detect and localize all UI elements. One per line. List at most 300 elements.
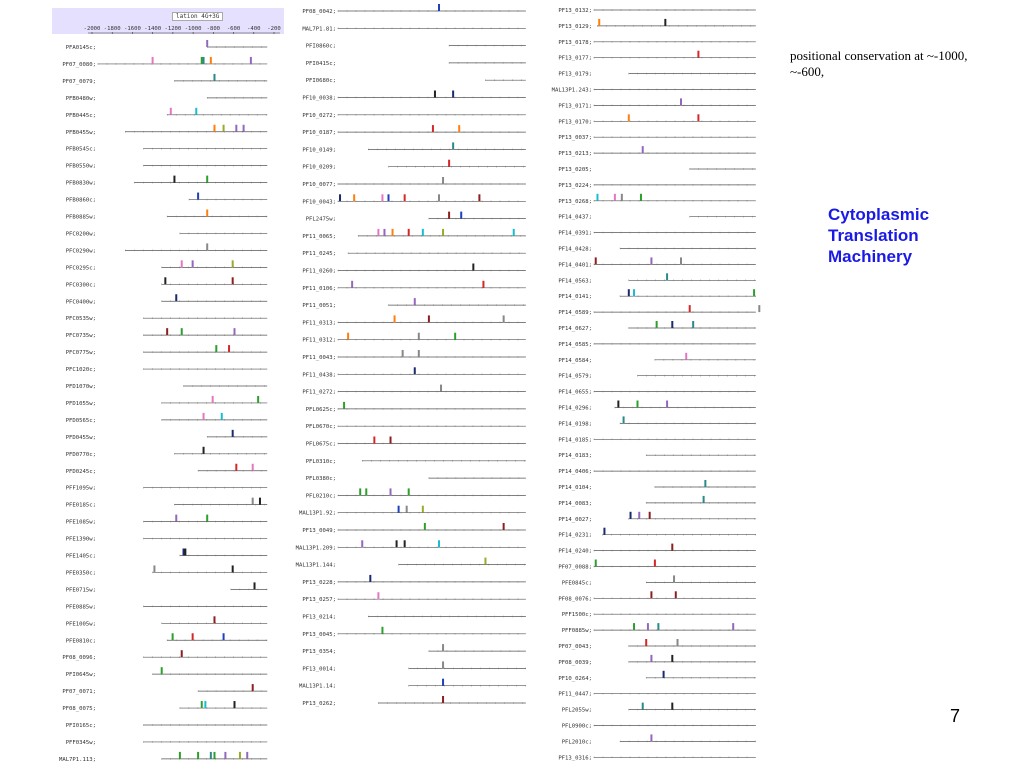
gene-row xyxy=(558,692,756,698)
motif-mark xyxy=(213,616,215,623)
gene-row xyxy=(302,575,526,586)
gene-row xyxy=(66,549,268,560)
gene-label: PFE0845c; xyxy=(561,580,592,587)
gene-row xyxy=(66,260,268,271)
gene-row xyxy=(306,212,526,223)
gene-label: PF13_0132; xyxy=(558,8,592,14)
motif-mark xyxy=(637,401,639,408)
gene-label: PF11_0043; xyxy=(302,355,336,361)
gene-label: PF11_0313; xyxy=(302,320,336,327)
gene-row xyxy=(306,437,526,448)
motif-mark xyxy=(213,74,215,81)
axis-tick-label: -600 xyxy=(226,26,241,32)
gene-label: PF10_0077; xyxy=(302,182,336,188)
gene-row xyxy=(558,544,756,555)
gene-row xyxy=(562,734,756,745)
motif-mark xyxy=(758,305,760,312)
gene-label: PFB0480w; xyxy=(65,95,96,102)
motif-mark xyxy=(206,176,208,183)
gene-label: PFD0245c; xyxy=(65,468,96,475)
gene-label: PFE0810c; xyxy=(65,638,96,645)
gene-row xyxy=(66,108,268,119)
gene-row xyxy=(66,396,268,407)
motif-mark xyxy=(442,679,444,686)
motif-mark xyxy=(246,752,248,759)
motif-mark xyxy=(184,549,186,556)
gene-row xyxy=(302,523,526,534)
gene-label: PFI0645w; xyxy=(65,672,96,679)
gene-label: PFE1005w; xyxy=(65,621,96,628)
gene-label: PF13_0213; xyxy=(558,151,592,158)
motif-mark xyxy=(642,703,644,710)
motif-mark xyxy=(351,281,353,288)
motif-mark xyxy=(234,328,236,335)
gene-row xyxy=(66,447,268,458)
motif-mark xyxy=(206,40,208,47)
gene-label: PF11_0065; xyxy=(302,233,336,240)
motif-mark xyxy=(503,523,505,530)
motif-mark xyxy=(232,430,234,437)
axis-tick-label: -800 xyxy=(206,26,221,32)
motif-mark xyxy=(650,655,652,662)
motif-mark xyxy=(630,512,632,519)
gene-label: PF14_0627; xyxy=(558,326,592,332)
motif-mark xyxy=(418,350,420,357)
gene-row xyxy=(62,74,267,85)
gene-label: PF13_0205; xyxy=(558,167,592,173)
motif-mark xyxy=(161,667,163,674)
gene-row xyxy=(302,696,526,707)
motif-mark xyxy=(221,413,223,420)
gene-label: PF13_0179; xyxy=(558,71,592,78)
motif-mark xyxy=(408,229,410,236)
gene-label: PF14_0589; xyxy=(558,310,592,317)
motif-mark xyxy=(243,125,245,132)
motif-mark xyxy=(228,345,230,352)
gene-row xyxy=(558,469,756,475)
axis-tick-label: -1600 xyxy=(124,26,141,32)
gene-label: MAL13P1.14; xyxy=(298,683,336,690)
gene-row xyxy=(306,476,526,482)
gene-label: PF13_0014; xyxy=(302,666,336,673)
gene-row xyxy=(558,437,756,443)
gene-row xyxy=(558,496,756,507)
gene-label: PFF1500c; xyxy=(561,612,592,619)
motif-mark xyxy=(424,523,426,530)
gene-label: PF11_0272; xyxy=(302,389,336,396)
motif-mark xyxy=(438,4,440,11)
gene-row xyxy=(296,558,526,569)
gene-row xyxy=(302,350,526,361)
motif-mark xyxy=(671,703,673,710)
motif-mark xyxy=(175,515,177,522)
gene-row xyxy=(306,78,526,84)
gene-label: PF14_0198; xyxy=(558,421,592,428)
gene-row xyxy=(562,724,756,730)
gene-row xyxy=(66,537,268,543)
gene-column-3 xyxy=(546,0,772,768)
motif-mark xyxy=(377,229,379,236)
gene-row xyxy=(66,243,268,254)
gene-row xyxy=(306,61,526,67)
gene-row xyxy=(552,88,756,94)
gene-label: PF14_0428; xyxy=(558,246,592,253)
gene-row xyxy=(302,125,526,136)
gene-row xyxy=(306,44,526,50)
gene-label: PF14_0083; xyxy=(558,500,592,507)
motif-mark xyxy=(663,671,665,678)
gene-row xyxy=(302,26,526,32)
gene-label: PF13_0171; xyxy=(558,103,592,110)
motif-mark xyxy=(440,385,442,392)
motif-mark xyxy=(254,582,256,589)
gene-row xyxy=(62,684,267,695)
motif-mark xyxy=(232,260,234,267)
gene-label: PF10_0264; xyxy=(558,675,592,682)
conservation-note: positional conservation at ~-1000, ~-600, xyxy=(790,48,968,79)
gene-row xyxy=(306,424,526,430)
motif-mark xyxy=(201,57,203,64)
axis-tick-label: -1000 xyxy=(184,26,202,32)
motif-mark xyxy=(442,644,444,651)
gene-row xyxy=(302,367,526,378)
gene-label: PF11_0447; xyxy=(558,691,592,698)
gene-row xyxy=(66,193,268,204)
gene-row xyxy=(558,390,756,396)
gene-label: PF13_0177; xyxy=(558,55,592,62)
gene-row xyxy=(558,755,756,761)
slide-title-line-3: Machinery xyxy=(828,247,913,266)
gene-label: PF13_0228; xyxy=(302,579,336,586)
motif-mark xyxy=(183,549,185,556)
motif-mark xyxy=(697,114,699,121)
gene-row xyxy=(558,416,756,427)
motif-mark xyxy=(638,512,640,519)
gene-row xyxy=(66,294,268,305)
motif-mark xyxy=(210,57,212,64)
motif-mark xyxy=(383,229,385,236)
gene-label: PF14_0027; xyxy=(558,516,592,523)
gene-row xyxy=(558,215,756,221)
motif-mark xyxy=(402,350,404,357)
axis-tick-label: -1400 xyxy=(144,26,162,32)
gene-label: PF10_0043; xyxy=(302,199,336,206)
gene-label: PF13_0214; xyxy=(302,614,336,621)
gene-label: PF10_0272; xyxy=(302,112,336,119)
gene-label: MAL7P1.113; xyxy=(58,756,96,763)
gene-label: PFA0145c; xyxy=(65,45,96,51)
gene-label: PF14_0240; xyxy=(558,548,592,555)
gene-row xyxy=(306,459,526,465)
motif-mark xyxy=(680,257,682,264)
gene-row xyxy=(558,72,756,78)
motif-mark xyxy=(732,623,734,630)
motif-mark xyxy=(650,591,652,598)
motif-mark xyxy=(442,661,444,668)
motif-mark xyxy=(460,212,462,219)
motif-mark xyxy=(654,560,656,567)
motif-mark xyxy=(361,540,363,547)
gene-label: PF11_0260; xyxy=(302,268,336,275)
motif-mark xyxy=(689,305,691,312)
motif-mark xyxy=(181,650,183,657)
gene-label: PFE0185c; xyxy=(65,502,96,509)
gene-label: PFD0770c; xyxy=(65,451,96,458)
gene-label: PFC0400w; xyxy=(65,299,96,306)
motif-mark xyxy=(353,194,355,201)
gene-label: PFB0830w; xyxy=(65,180,96,187)
gene-row xyxy=(558,19,756,30)
gene-column-2 xyxy=(286,0,544,768)
motif-mark xyxy=(703,496,705,503)
gene-row xyxy=(66,210,268,221)
motif-mark xyxy=(595,560,597,567)
motif-mark xyxy=(623,416,625,423)
motif-mark xyxy=(381,627,383,634)
gene-row xyxy=(66,616,268,627)
motif-mark xyxy=(666,273,668,280)
gene-label: PFL2010c; xyxy=(561,739,592,746)
motif-mark xyxy=(404,194,406,201)
axis-tick-label: -1200 xyxy=(164,26,182,32)
gene-label: PF13_0257; xyxy=(302,597,336,604)
motif-mark xyxy=(192,633,194,640)
motif-mark xyxy=(343,402,345,409)
gene-label: PFB0550w; xyxy=(65,163,96,170)
gene-label: PFD0455w; xyxy=(65,434,96,441)
gene-label: PFL0310c; xyxy=(305,458,336,465)
motif-mark xyxy=(369,575,371,582)
motif-mark xyxy=(649,512,651,519)
motif-mark xyxy=(666,401,668,408)
motif-mark xyxy=(442,177,444,184)
gene-row xyxy=(302,281,526,292)
motif-mark xyxy=(484,558,486,565)
gene-row xyxy=(302,627,526,638)
gene-row xyxy=(299,506,526,517)
motif-mark xyxy=(152,57,154,64)
page-number: 7 xyxy=(950,706,961,726)
gene-row xyxy=(62,650,267,661)
gene-label: PF10_0187; xyxy=(302,130,336,137)
gene-row xyxy=(562,623,756,634)
gene-label: PFB0445c; xyxy=(65,112,96,119)
gene-label: PFD1070w; xyxy=(65,384,96,390)
motif-mark xyxy=(650,734,652,741)
gene-label: PFL0670c; xyxy=(305,424,336,431)
motif-mark xyxy=(170,108,172,115)
motif-mark xyxy=(657,623,659,630)
motif-mark xyxy=(223,633,225,640)
motif-mark xyxy=(414,367,416,374)
gene-row xyxy=(558,257,756,268)
motif-mark xyxy=(458,125,460,132)
gene-row xyxy=(66,430,268,441)
motif-mark xyxy=(418,333,420,340)
motif-mark xyxy=(392,229,394,236)
motif-mark xyxy=(181,260,183,267)
gene-row xyxy=(302,264,526,275)
motif-mark xyxy=(164,277,166,284)
motif-mark xyxy=(252,684,254,691)
motif-mark xyxy=(633,623,635,630)
gene-label: PFE1405c; xyxy=(65,553,96,560)
motif-mark xyxy=(252,498,254,505)
motif-mark xyxy=(250,57,252,64)
gene-label: PFE1085w; xyxy=(65,519,96,526)
gene-row xyxy=(66,367,268,373)
gene-row xyxy=(558,591,756,602)
gene-row xyxy=(558,342,756,348)
gene-row xyxy=(306,488,526,499)
motif-mark xyxy=(753,289,755,296)
motif-mark xyxy=(472,264,474,271)
motif-mark xyxy=(339,194,341,201)
gene-label: PF14_0104; xyxy=(558,485,592,491)
gene-label: PF11_0106; xyxy=(302,285,336,292)
gene-row xyxy=(66,147,268,153)
gene-label: PF14_0406; xyxy=(558,469,592,476)
gene-label: PFF1095w; xyxy=(65,485,96,492)
motif-mark xyxy=(223,125,225,132)
gene-row xyxy=(62,701,267,712)
gene-row xyxy=(302,592,526,603)
gene-row xyxy=(558,183,756,189)
motif-mark xyxy=(671,655,673,662)
gene-row xyxy=(558,247,756,253)
gene-row xyxy=(558,114,756,125)
gene-label: PFC0535w; xyxy=(65,316,96,323)
gene-label: PF13_0129; xyxy=(558,23,592,30)
axis-tick-label: -200 xyxy=(267,26,281,32)
gene-label: PF07_0079; xyxy=(62,78,96,85)
gene-label: PFL2475w; xyxy=(305,216,336,223)
axis-tick-label: -400 xyxy=(247,26,261,32)
motif-mark xyxy=(671,544,673,551)
motif-mark xyxy=(201,701,203,708)
gene-row xyxy=(302,644,526,655)
gene-label: PFD1055w; xyxy=(65,400,96,407)
slide-title xyxy=(828,204,1008,267)
slide-title-line-1: Cytoplasmic xyxy=(828,205,930,224)
gene-row xyxy=(558,639,756,650)
gene-row xyxy=(558,167,756,173)
motif-mark xyxy=(442,229,444,236)
motif-mark xyxy=(503,315,505,322)
gene-row xyxy=(66,176,268,187)
motif-mark xyxy=(390,488,392,495)
motif-mark xyxy=(197,752,199,759)
motif-mark xyxy=(232,277,234,284)
gene-row xyxy=(66,384,268,390)
gene-label: PF13_0316; xyxy=(558,755,592,762)
gene-row xyxy=(558,146,756,157)
gene-row xyxy=(302,385,526,396)
gene-row xyxy=(558,8,756,14)
axis-tick-label: -1800 xyxy=(103,26,121,32)
gene-label: PFL0210c; xyxy=(305,493,336,500)
motif-mark xyxy=(656,321,658,328)
motif-mark xyxy=(232,565,234,572)
gene-row xyxy=(558,231,756,237)
gene-row xyxy=(558,135,756,141)
gene-row xyxy=(558,194,756,205)
gene-row xyxy=(66,498,268,509)
motif-mark xyxy=(671,321,673,328)
gene-row xyxy=(302,615,526,621)
motif-mark xyxy=(685,353,687,360)
motif-mark xyxy=(212,396,214,403)
motif-mark xyxy=(175,294,177,301)
motif-mark xyxy=(640,194,642,201)
gene-row xyxy=(66,125,268,136)
gene-row xyxy=(302,4,526,15)
motif-mark xyxy=(206,515,208,522)
motif-mark xyxy=(224,752,226,759)
motif-mark xyxy=(252,464,254,471)
gene-row xyxy=(558,671,756,682)
gene-label: PF14_0563; xyxy=(558,278,592,285)
gene-label: PFC0775w; xyxy=(65,350,96,357)
gene-row xyxy=(299,679,526,690)
gene-label: PF14_0296; xyxy=(558,405,592,412)
gene-label: PFE0715w; xyxy=(65,587,96,594)
gene-row xyxy=(302,661,526,672)
motif-mark xyxy=(697,51,699,58)
gene-label: PF13_0354; xyxy=(302,649,336,656)
gene-label: PF08_0096; xyxy=(62,655,96,662)
motif-mark xyxy=(257,396,259,403)
gene-row xyxy=(66,40,268,51)
gene-row xyxy=(302,229,526,240)
gene-label: PFE0885w; xyxy=(65,604,96,611)
gene-label: PF10_0209; xyxy=(302,164,336,171)
motif-mark xyxy=(234,701,236,708)
motif-mark xyxy=(454,333,456,340)
gene-column-1 xyxy=(52,0,284,768)
motif-mark xyxy=(203,413,205,420)
gene-row xyxy=(306,402,526,413)
gene-row xyxy=(558,401,756,412)
motif-mark xyxy=(692,321,694,328)
motif-mark xyxy=(677,639,679,646)
gene-label: PF14_0584; xyxy=(558,357,592,364)
gene-row xyxy=(66,96,268,102)
gene-row xyxy=(66,604,268,610)
motif-mark xyxy=(172,633,174,640)
gene-label: PF07_0080; xyxy=(62,61,96,68)
gene-label: PFL0900c; xyxy=(561,723,592,730)
axis-tick-label: -2000 xyxy=(83,26,101,32)
gene-label: PFC0290w; xyxy=(65,248,96,255)
gene-label: PFB0455w; xyxy=(65,129,96,136)
gene-row xyxy=(302,91,526,102)
gene-label: PF13_0037; xyxy=(558,135,592,142)
motif-mark xyxy=(633,289,635,296)
gene-label: PF07_0071; xyxy=(62,689,96,696)
gene-row xyxy=(66,486,268,492)
gene-row xyxy=(562,612,756,618)
gene-label: PFE1390w; xyxy=(65,536,96,543)
motif-mark xyxy=(675,591,677,598)
gene-row xyxy=(66,667,268,678)
gene-row xyxy=(558,98,756,109)
gene-row xyxy=(562,703,756,714)
gene-label: PFL2055w; xyxy=(561,707,592,714)
gene-row xyxy=(66,316,268,322)
motif-mark xyxy=(664,19,666,26)
gene-row xyxy=(66,413,268,424)
